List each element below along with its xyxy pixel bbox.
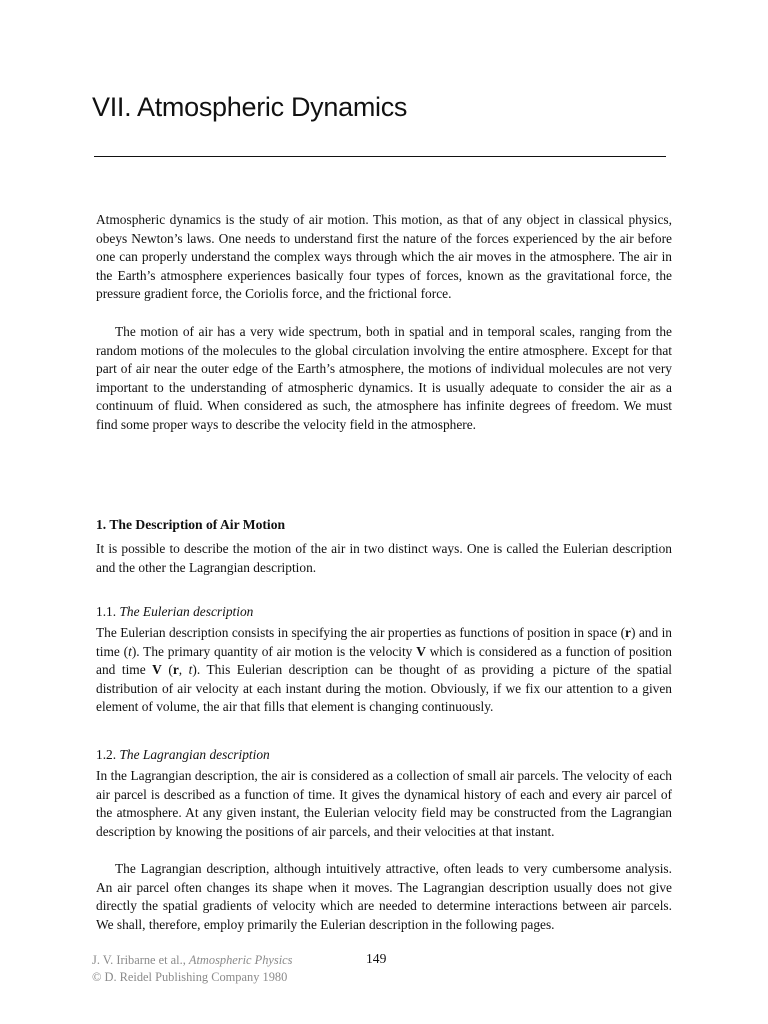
intro-paragraph-2: The motion of air has a very wide spectrum, both in spatial and in temporal scales, ranging from the random motions of the molecules to the global circulation involving the entire atmosphere. Except for that part of air near the outer edge of the Earth’s atmosphere, the motions of individual molecules are not very important to the understanding of atmospheric dynamics. It is usually adequate to consider the air as a continuum of fluid. When considered as such, the atmosphere has infinite degrees of freedom. We must find some proper ways to describe the velocity field in the atmosphere. <box>96 324 672 432</box>
lagrangian-paragraph-2: The Lagrangian description, although intuitively attractive, often leads to very cumbersome analysis. An air parcel often changes its shape when it moves. The Lagrangian description usually does not give directly the spatial gradients of velocity which are needed to determine interactions between air parcels. We shall, therefore, employ primarily the Eulerian description in the following pages. <box>96 861 672 932</box>
section-heading: 1. The Description of Air Motion <box>96 517 286 532</box>
subsection-heading-lagrangian <box>96 747 270 763</box>
title-rule <box>94 156 666 157</box>
subsection-heading-eulerian <box>96 604 253 620</box>
chapter-title: VII. Atmospheric Dynamics <box>92 92 408 122</box>
section-paragraph: It is possible to describe the motion of the air in two distinct ways. One is called the Eulerian description and the other the Lagrangian description. <box>96 541 672 575</box>
subsection-number: 1.2. <box>96 747 117 762</box>
subsection-name: The Lagrangian description <box>119 747 270 762</box>
page-number: 149 <box>366 951 387 966</box>
intro-paragraph-1: Atmospheric dynamics is the study of air motion. This motion, as that of any object in classical physics, obeys Newton’s laws. One needs to understand first the nature of the forces experienced by the air before one can properly understand the complex ways through which the air moves in the atmosphere. The air in the Earth’s atmosphere experiences basically four types of forces, known as the gravitational force, the pressure gradient force, the Coriolis force, and the frictional force. <box>96 212 672 302</box>
subsection-name: The Eulerian description <box>119 604 254 619</box>
eulerian-paragraph: The Eulerian description consists in specifying the air properties as functions of position in space (r) and in time (t). The primary quantity of air motion is the velocity V which is considered as a function of position and time V (r, t). This Eulerian description can be thought of as providing a picture of the spatial distribution of air velocity at each instant during the motion. Obviously, if we fix our attention to a given element of volume, the air that fills that element is changing continuously. <box>96 625 673 715</box>
subsection-number: 1.1. <box>96 604 117 619</box>
lagrangian-paragraph-1: In the Lagrangian description, the air is considered as a collection of small air parcels. The velocity of each air parcel is described as a function of time. It gives the dynamical history of each and every air parcel of the atmosphere. At any given instant, the Eulerian velocity field may be constructed from the Lagrangian description by knowing the positions of air parcels, and their velocities at that instant. <box>96 768 672 839</box>
footer-citation: J. V. Iribarne et al., Atmospheric Physics © D. Reidel Publishing Company 1980 <box>92 953 293 984</box>
